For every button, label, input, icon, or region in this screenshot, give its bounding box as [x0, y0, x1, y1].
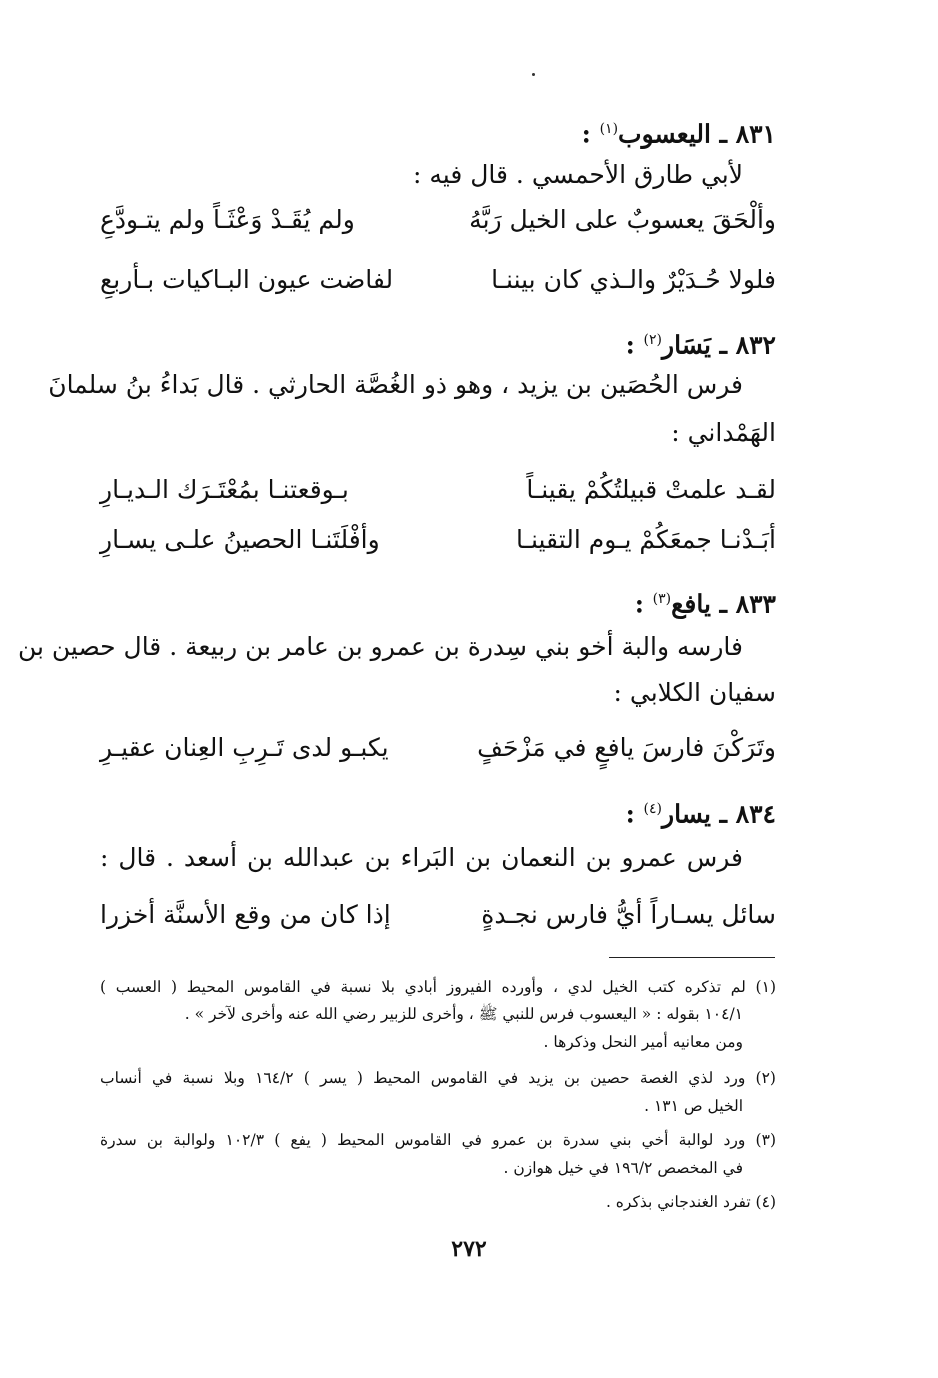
verse-hemistich-second: لفاضت عيون البـاكيات بـأربعِ [100, 265, 394, 294]
footnote-divider [609, 957, 775, 958]
footnote-mark: (٤) [643, 801, 662, 817]
entry-colon: : [625, 330, 644, 360]
entry-intro-line: لأبي طارق الأحمسي . قال فيه : [413, 160, 743, 189]
verse-line [100, 520, 776, 560]
entry-intro-line: سفيان الكلابي : [613, 678, 776, 707]
entry-colon: : [625, 799, 644, 829]
verse-hemistich-second: إذا كان من وقع الأسنَّة أخزرا [100, 900, 391, 929]
entry-intro-line: الهَمْداني : [671, 418, 776, 447]
verse-hemistich-second: وأفْلَتَنـا الحصينُ علـى يسـارِ [100, 525, 380, 554]
verse-line [100, 260, 776, 300]
entry-number: ٨٣٢ [735, 330, 776, 360]
verse-line [100, 895, 776, 935]
verse-line [100, 200, 776, 240]
entry-number: ٨٣١ [735, 119, 776, 149]
entry-intro-line: فارسه والبة أخو بني سِدرة بن عمرو بن عامر بن ربيعة . قال حصين بن [17, 632, 743, 661]
entry-colon: : [581, 119, 600, 149]
entry-dash: ـ [710, 799, 727, 829]
footnote-mark: (٣) [652, 591, 672, 607]
verse-hemistich-second: ولم يُقَـدْ وَعْثَـاً ولم يتـودَّعِ [100, 205, 355, 234]
footnote-1-line: (١) لم تذكره كتب الخيل لدي ، وأورده الفيروز أبادي بلا نسبة في القاموس المحيط ( العسب ) [100, 978, 776, 996]
entry-title: يافع [671, 589, 711, 619]
entry-heading-833 [635, 582, 776, 621]
speck-mark [532, 73, 535, 76]
verse-hemistich-first: أبَـدْنـا جمعَكُمْ يـوم التقينـا [516, 525, 776, 554]
footnote-4-line: (٤) تفرد الغندجاني بذكره . [605, 1193, 776, 1211]
entry-title: اليعسوب [618, 119, 711, 149]
verse-hemistich-first: وتَرَكْنَ فارسَ يافعٍ في مَزْحَفٍ [477, 733, 776, 762]
entry-number: ٨٣٤ [735, 799, 776, 829]
footnote-1-line: ومن معانيه أمير النحل وذكرها . [543, 1033, 743, 1051]
verse-hemistich-second: يكبـو لدى تَـرِبِ العِنان عقيـرِ [100, 733, 389, 762]
entry-intro-line: فرس الحُصَين بن يزيد ، وهو ذو الغُصَّة الحارثي . قال بَداءُ بنُ سلمانَ [48, 370, 743, 399]
footnote-1-line: ١٠٤/١ بقوله : « اليعسوب فرس للنبي ﷺ ، وأخرى للزبير رضي الله عنه وأخرى لآخر » . [184, 1005, 743, 1023]
entry-heading-831 [582, 112, 776, 151]
entry-number: ٨٣٣ [735, 589, 776, 619]
verse-hemistich-first: لقـد علمتْ قبيلتُكُمْ يقينـاً [526, 475, 776, 504]
entry-colon: : [634, 589, 653, 619]
page-number: ٢٧٢ [451, 1236, 487, 1262]
entry-intro-line: فرس عمرو بن النعمان بن البَراء بن عبدالله بن أسعد . قال : [100, 843, 743, 872]
footnote-3-line: (٣) ورد لوالبة أخي بني سدرة بن عمرو في القاموس المحيط ( يفع ) ١٠٢/٣ ولوالبة بن سدرة [100, 1131, 776, 1149]
footnote-3-line: في المخصص ١٩٦/٢ في خيل هوازن . [503, 1159, 743, 1177]
verse-line [100, 728, 776, 768]
entry-title: يسار [662, 799, 711, 829]
entry-heading-832 [626, 323, 776, 362]
entry-title: يَسَار [662, 330, 711, 360]
entry-heading-834 [626, 792, 776, 831]
footnote-2-line: الخيل ص ١٣١ . [644, 1097, 743, 1115]
footnote-2-line: (٢) ورد لذي الغصة حصين بن يزيد في القاموس المحيط ( يسر ) ١٦٤/٢ وبلا نسبة في أنساب [100, 1069, 776, 1087]
entry-dash: ـ [710, 119, 727, 149]
verse-hemistich-first: وألْحَقَ يعسوبٌ على الخيل رَبَّهُ [469, 205, 776, 234]
entry-dash: ـ [710, 589, 727, 619]
footnote-mark: (٢) [643, 332, 662, 348]
verse-line [100, 470, 776, 510]
verse-hemistich-second: بـوقعتنـا بمُعْتَـرَك الـديـارِ [100, 475, 349, 504]
entry-dash: ـ [710, 330, 727, 360]
verse-hemistich-first: سائل يسـاراً أيُّ فارس نجـدةٍ [481, 900, 776, 929]
footnote-mark: (١) [599, 121, 619, 137]
verse-hemistich-first: فلولا حُـدَيْرٌ والـذي كان بيننـا [491, 265, 776, 294]
